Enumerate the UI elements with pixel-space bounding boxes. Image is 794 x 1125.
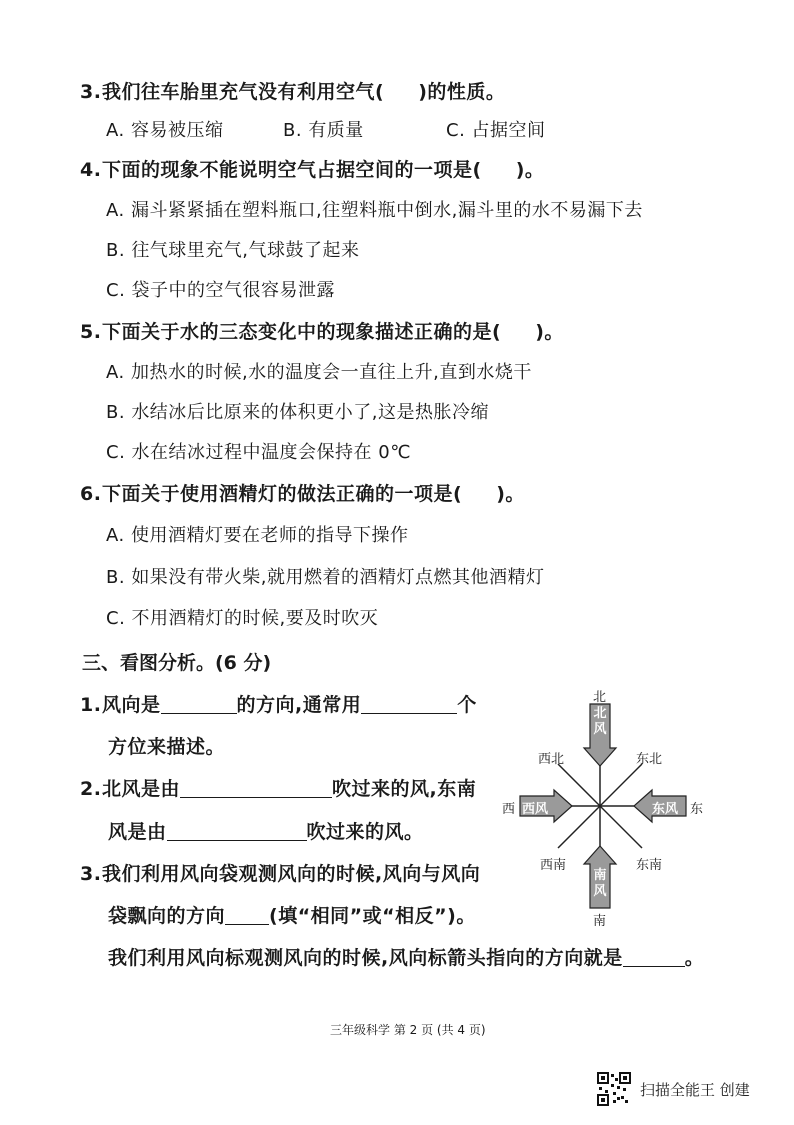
section3-question-1-line2: 方位来描述。 (108, 736, 226, 758)
question-4: 4.下面的现象不能说明空气占据空间的一项是( )。 (80, 159, 545, 181)
question-4-option-c: C. 袋子中的空气很容易泄露 (106, 280, 336, 301)
label-north: 北 (593, 690, 607, 705)
label-southeast: 东南 (636, 858, 663, 873)
page-footer: 三年级科学 第 2 页 (共 4 页) (330, 1023, 486, 1037)
section3-question-3-line3: 我们利用风向标观测风向的时候,风向标箭头指向的方向就是 。 (108, 947, 705, 969)
question-6: 6.下面关于使用酒精灯的做法正确的一项是( )。 (80, 483, 525, 505)
question-5-option-a: A. 加热水的时候,水的温度会一直往上升,直到水烧干 (106, 362, 532, 383)
answer-blank[interactable] (167, 822, 307, 841)
question-3-option-b: B. 有质量 (283, 120, 364, 141)
question-5: 5.下面关于水的三态变化中的现象描述正确的是( )。 (80, 321, 564, 343)
question-6-option-b: B. 如果没有带火柴,就用燃着的酒精灯点燃其他酒精灯 (106, 567, 545, 588)
question-6-option-c: C. 不用酒精灯的时候,要及时吹灭 (106, 608, 379, 629)
answer-blank[interactable] (225, 906, 269, 925)
question-6-option-a: A. 使用酒精灯要在老师的指导下操作 (106, 525, 409, 546)
question-4-option-b: B. 往气球里充气,气球鼓了起来 (106, 240, 360, 261)
east-wind-label: 东风 (652, 802, 679, 817)
section3-question-1: 1.风向是 的方向,通常用 个 (80, 694, 477, 716)
south-wind-label: 南 风 (593, 868, 607, 899)
north-wind-label: 北 风 (593, 706, 607, 737)
wind-compass-figure (500, 686, 710, 929)
label-east: 东 (690, 802, 704, 817)
label-southwest: 西南 (540, 858, 567, 873)
section3-question-2: 2.北风是由 吹过来的风,东南 (80, 778, 477, 800)
answer-blank[interactable] (623, 948, 685, 967)
label-northwest: 西北 (538, 752, 565, 767)
section3-question-3-line2: 袋飘向的方向 (填“相同”或“相反”)。 (108, 905, 476, 927)
label-south: 南 (593, 914, 607, 929)
question-3-option-c: C. 占据空间 (446, 120, 546, 141)
section3-question-3: 3.我们利用风向袋观测风向的时候,风向与风向 (80, 863, 481, 885)
qr-code-icon (597, 1072, 631, 1106)
question-5-option-b: B. 水结冰后比原来的体积更小了,这是热胀冷缩 (106, 402, 490, 423)
watermark-text: 扫描全能王 创建 (640, 1081, 750, 1099)
question-4-option-a: A. 漏斗紧紧插在塑料瓶口,往塑料瓶中倒水,漏斗里的水不易漏下去 (106, 200, 643, 221)
answer-blank[interactable] (361, 695, 457, 714)
label-west: 西 (502, 802, 516, 817)
label-northeast: 东北 (636, 752, 663, 767)
west-wind-label: 西风 (522, 802, 549, 817)
question-5-option-c: C. 水在结冰过程中温度会保持在 0℃ (106, 442, 411, 463)
section-3-title: 三、看图分析。(6 分) (82, 652, 272, 674)
answer-blank[interactable] (180, 779, 332, 798)
question-3-options (106, 116, 223, 142)
option-a: A. 容易被压缩 (106, 120, 224, 141)
section3-question-2-line2: 风是由 吹过来的风。 (108, 821, 424, 843)
question-3: 3.我们往车胎里充气没有利用空气( )的性质。 (80, 81, 506, 103)
answer-blank[interactable] (161, 695, 237, 714)
